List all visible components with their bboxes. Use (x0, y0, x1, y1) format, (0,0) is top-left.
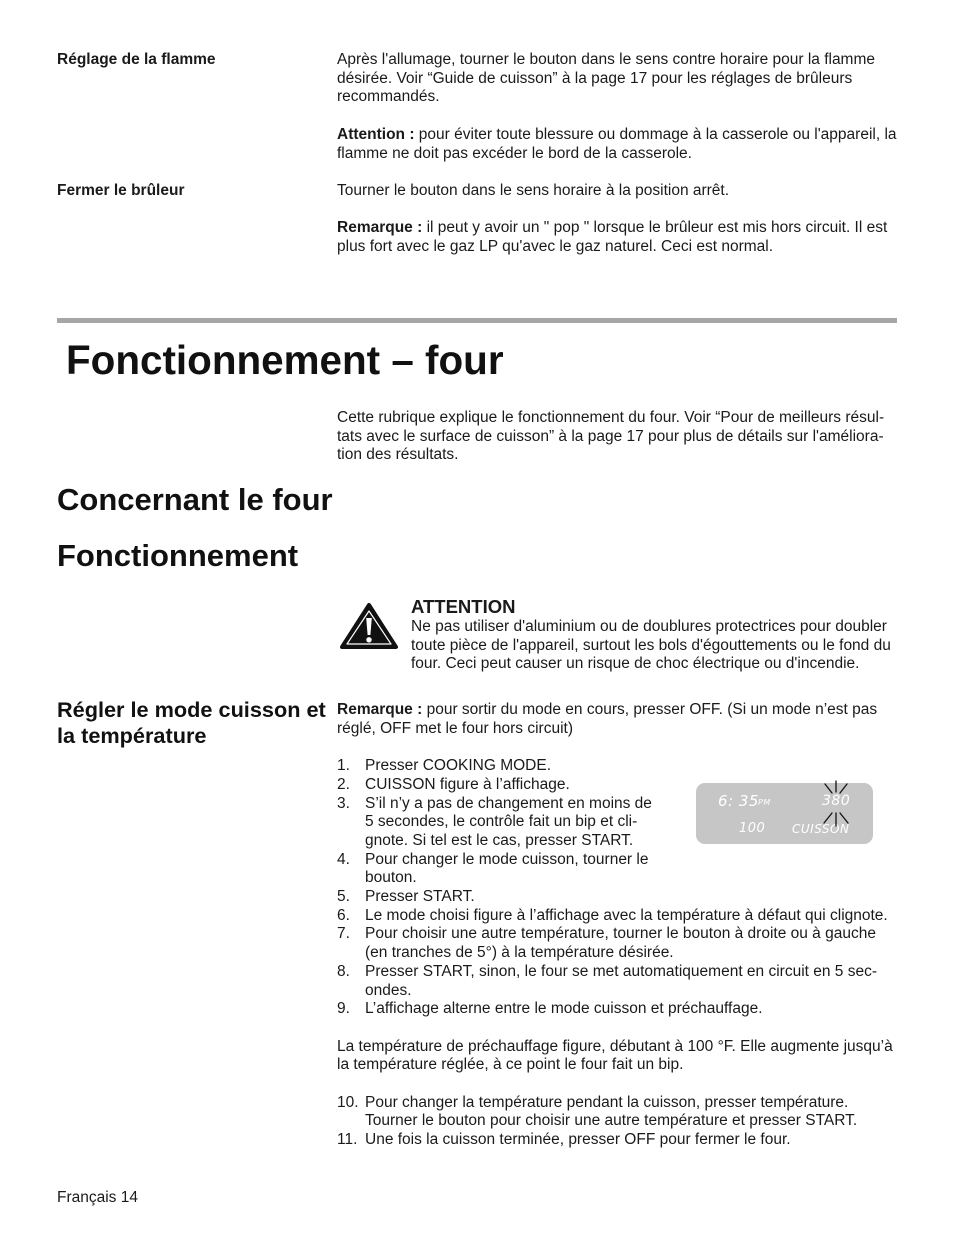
burner-off-text: Tourner le bouton dans le sens horaire à la position arrêt. (337, 181, 730, 199)
display-current-temperature: 100 (739, 821, 766, 836)
heading-set-mode (57, 697, 326, 749)
section-divider (57, 318, 897, 323)
step-number: 9. (337, 1000, 350, 1018)
text-line: réglé, OFF met le four hors circuit) (337, 719, 574, 737)
text-line: toute pièce de l'appareil, surtout les bols d'égouttements ou le fond du (411, 636, 891, 654)
warning-title: ATTENTION (411, 596, 516, 617)
page-title: Fonctionnement – four (66, 337, 504, 383)
step-number: 6. (337, 906, 350, 924)
note-lead: Remarque : (337, 219, 423, 237)
list-item (337, 1131, 897, 1150)
text-line: Cette rubrique explique le fonctionnement du four. Voir “Pour de meilleurs résul- (337, 409, 885, 426)
step-text: (en tranches de 5°) à la température désirée. (365, 944, 674, 962)
step-number: 10. (337, 1093, 359, 1111)
step-text: Presser START. (365, 888, 475, 906)
list-item (337, 925, 897, 962)
step-number: 1. (337, 757, 350, 775)
note-text: pour éviter toute blessure ou dommage à la casserole ou l'appareil, la (418, 125, 897, 143)
page-footer: Français 14 (57, 1189, 138, 1206)
warning-text (411, 618, 891, 674)
step-text: S’il n’y a pas de changement en moins de (365, 794, 652, 812)
text-line: tion des résultats. (337, 446, 459, 464)
heading-line: la température (57, 722, 207, 748)
set-mode-content (337, 701, 897, 1150)
text-line: recommandés. (337, 88, 440, 106)
text-line: flamme ne doit pas excéder le bord de la casserole. (337, 144, 692, 162)
remark-note (337, 701, 897, 720)
step-text: Le mode choisi figure à l’affichage avec la température à défaut qui clignote. (365, 906, 888, 924)
step-number: 2. (337, 775, 350, 793)
text-line: La température de préchauffage figure, débutant à 100 °F. Elle augmente jusqu’à (337, 1037, 893, 1055)
step-text: Pour choisir une autre température, tourner le bouton à droite ou à gauche (365, 925, 876, 943)
note-text: il peut y avoir un " pop " lorsque le brûleur est mis hors circuit. Il est (426, 219, 888, 237)
label-burner-off: Fermer le brûleur (57, 181, 185, 199)
step-text: Tourner le bouton pour choisir une autre température et presser START. (365, 1112, 858, 1130)
intro-paragraph (337, 409, 884, 465)
list-item (337, 907, 897, 926)
step-text: gnote. Si tel est le cas, presser START. (365, 831, 634, 849)
step-text: L’affichage alterne entre le mode cuisson et préchauffage. (365, 1000, 763, 1018)
heading-about-oven: Concernant le four (57, 482, 333, 517)
heading-line: Régler le mode cuisson et (57, 696, 326, 722)
display-set-temperature: 380 (822, 793, 851, 809)
step-text: ondes. (365, 981, 412, 999)
text-line: la température réglée, à ce point le four fait un bip. (337, 1056, 684, 1074)
step-text: Pour changer la température pendant la cuisson, presser température. (365, 1093, 849, 1111)
step-number: 7. (337, 925, 350, 943)
flame-section-text (337, 51, 897, 257)
warning-triangle-icon (339, 602, 399, 650)
step-text: Presser START, sinon, le four se met automatiquement en circuit en 5 sec- (365, 962, 878, 980)
step-number: 5. (337, 888, 350, 906)
heading-operation: Fonctionnement (57, 538, 299, 573)
step-text: bouton. (365, 869, 417, 887)
remark-note (337, 219, 897, 238)
step-text: Une fois la cuisson terminée, presser OFF pour fermer le four. (365, 1131, 791, 1149)
blink-indicator-icon (815, 778, 859, 830)
list-item (337, 963, 897, 1000)
list-item (337, 888, 897, 907)
display-ampm: PM (758, 798, 771, 807)
display-mode: CUISSON (792, 822, 850, 836)
text-line: plus fort avec le gaz LP qu'avec le gaz naturel. Ceci est normal. (337, 237, 774, 255)
display-time: 6: 35 (718, 792, 759, 810)
preheat-paragraph (337, 1038, 897, 1075)
step-text: 5 secondes, le contrôle fait un bip et cli- (365, 813, 638, 831)
attention-note (337, 126, 897, 145)
text-line: four. Ceci peut causer un risque de choc électrique ou d'incendie. (411, 655, 860, 673)
step-text: Presser COOKING MODE. (365, 757, 552, 775)
list-item (337, 851, 897, 888)
step-text: Pour changer le mode cuisson, tourner le (365, 850, 649, 868)
label-flame-adjust: Réglage de la flamme (57, 51, 216, 68)
list-item (337, 1000, 897, 1019)
list-item (337, 757, 897, 776)
text-line: désirée. Voir “Guide de cuisson” à la page 17 pour les réglages de brûleurs (337, 69, 853, 87)
text-line: tats avec le surface de cuisson” à la page 17 pour plus de détails sur l'améliora- (337, 427, 884, 445)
steps-list (337, 1094, 897, 1150)
text-line: Après l'allumage, tourner le bouton dans le sens contre horaire pour la flamme (337, 51, 876, 68)
note-lead: Remarque : (337, 701, 423, 718)
text-line: Ne pas utiliser d'aluminium ou de doublures protectrices pour doubler (411, 618, 887, 635)
step-number: 8. (337, 962, 350, 980)
step-text: CUISSON figure à l’affichage. (365, 775, 570, 793)
note-lead: Attention : (337, 125, 415, 143)
list-item (337, 1094, 897, 1131)
step-number: 11. (337, 1131, 358, 1149)
note-text: pour sortir du mode en cours, presser OFF. (Si un mode n’est pas (426, 701, 878, 718)
step-number: 4. (337, 850, 350, 868)
step-number: 3. (337, 794, 350, 812)
